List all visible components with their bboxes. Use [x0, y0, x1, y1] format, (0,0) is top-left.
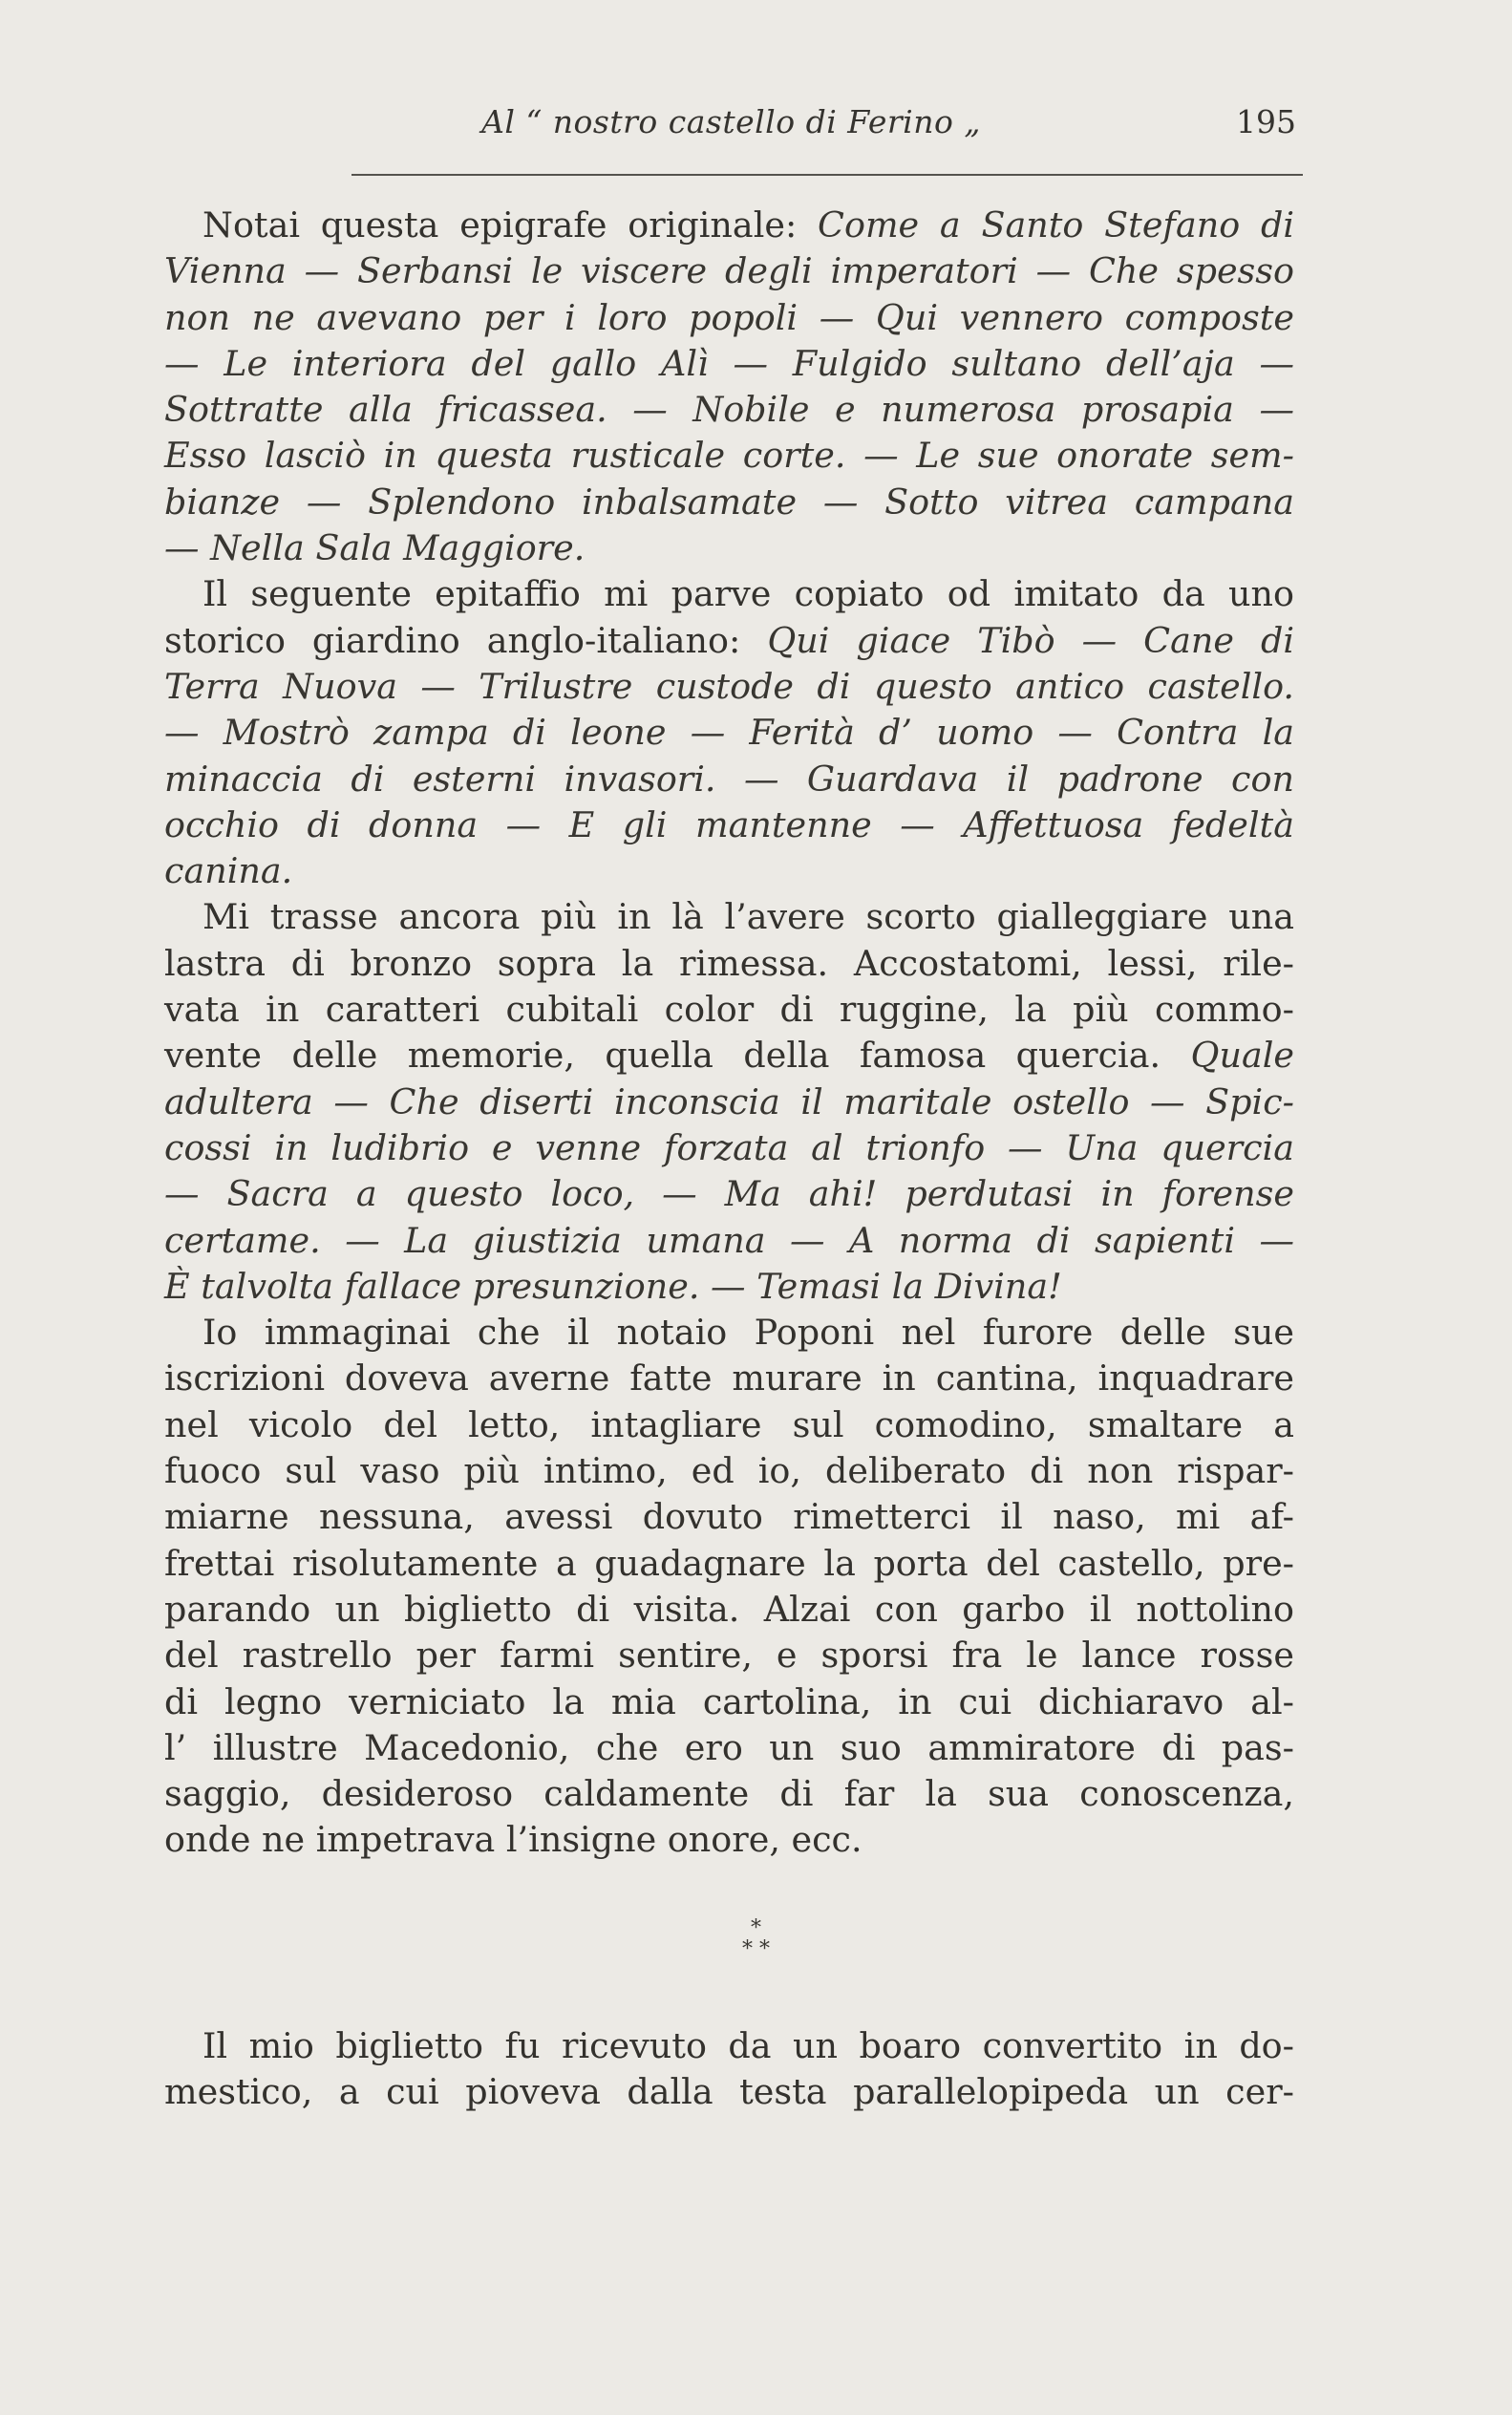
roman-text: Io immaginai che il notaio Poponi nel furore delle sue [202, 1312, 1294, 1354]
italic-text: — Mostrò zampa di leone — Ferità d’ uomo — Contra la [164, 712, 1294, 754]
text-line [164, 525, 1294, 571]
text-line [164, 2069, 1294, 2115]
text-line [164, 1125, 1294, 1171]
italic-text: — Sacra a questo loco, — Ma ahi! perdutasi in forense [164, 1173, 1294, 1215]
roman-text: Il mio biglietto fu ricevuto da un boaro convertito in do- [202, 2025, 1294, 2066]
running-head [166, 103, 1296, 145]
text-line [164, 480, 1294, 525]
text-line [164, 848, 1294, 894]
text-line [164, 1356, 1294, 1401]
asterism-bottom-stars: * * [742, 1937, 770, 1961]
body-text-continued [164, 2023, 1294, 2116]
text-line [164, 203, 1294, 248]
roman-text: mestico, a cui pioveva dalla testa parallelopipeda un cer- [164, 2071, 1294, 2113]
text-line [164, 1725, 1294, 1771]
italic-text: cossi in ludibrio e venne forzata al trionfo — Una quercia [164, 1126, 1294, 1168]
italic-text: Sottratte alla fricassea. — Nobile e numerosa prosapia — [164, 389, 1294, 431]
italic-text: minaccia di esterni invasori. — Guardava il padrone con [164, 758, 1294, 800]
text-line [164, 1587, 1294, 1633]
roman-text: onde ne impetrava l’insigne onore, ecc. [164, 1819, 862, 1861]
italic-text: bianze — Splendono inbalsamate — Sotto vitrea campana [164, 481, 1294, 523]
italic-text: Esso lasciò in questa rusticale corte. — Le sue onorate sem- [164, 435, 1294, 477]
roman-text: del rastrello per farmi sentire, e sporsi fra le lance rosse [164, 1635, 1294, 1677]
italic-text: Come a Santo Stefano di [818, 204, 1294, 246]
roman-text: lastra di bronzo sopra la rimessa. Accostatomi, lessi, rile- [164, 942, 1294, 984]
text-line [164, 2023, 1294, 2069]
italic-text: occhio di donna — E gli mantenne — Affettuosa fedeltà [164, 803, 1294, 845]
text-line [164, 1817, 1294, 1863]
italic-text: — Le interiora del gallo Alì — Fulgido sultano dell’aja — [164, 342, 1294, 384]
roman-text: miarne nessuna, avessi dovuto rimetterci il naso, mi af- [164, 1496, 1294, 1538]
italic-text: È talvolta fallace presunzione. — Temasi la Divina! [164, 1265, 1062, 1307]
asterism-top-star: * [751, 1916, 761, 1940]
roman-text: vente delle memorie, quella della famosa quercia. [164, 1035, 1191, 1077]
text-line [164, 295, 1294, 341]
roman-text: saggio, desideroso caldamente di far la sua conoscenza, [164, 1773, 1294, 1815]
roman-text: fuoco sul vaso più intimo, ed io, deliberato di non rispar- [164, 1450, 1294, 1492]
text-line [164, 802, 1294, 848]
italic-text: Terra Nuova — Trilustre custode di questo antico castello. [164, 665, 1294, 707]
text-line [164, 387, 1294, 433]
text-line [164, 1079, 1294, 1125]
text-line [164, 1679, 1294, 1725]
text-line [164, 941, 1294, 987]
text-line [164, 1494, 1294, 1540]
roman-text: Mi trasse ancora più in là l’avere scorto gialleggiare una [202, 896, 1294, 938]
text-line [164, 710, 1294, 756]
text-line [164, 341, 1294, 387]
italic-text: adultera — Che diserti inconscia il maritale ostello — Spic- [164, 1080, 1294, 1122]
text-line [164, 248, 1294, 294]
text-line [164, 1448, 1294, 1494]
roman-text: Il seguente epitaffio mi parve copiato od imitato da uno [202, 573, 1294, 615]
text-line [164, 664, 1294, 710]
italic-text: certame. — La giustizia umana — A norma di sapienti — [164, 1219, 1294, 1261]
italic-text: Quale [1190, 1035, 1294, 1077]
page-number: 195 [1236, 103, 1296, 140]
roman-text: di legno verniciato la mia cartolina, in cui dichiaravo al- [164, 1680, 1294, 1722]
text-line [164, 1264, 1294, 1310]
text-line [164, 987, 1294, 1033]
roman-text: Notai questa epigrafe originale: [202, 204, 819, 246]
body-text [164, 203, 1294, 1864]
roman-text: parando un biglietto di visita. Alzai con garbo il nottolino [164, 1588, 1294, 1630]
italic-text: Vienna — Serbansi le viscere degli imperatori — Che spesso [164, 250, 1294, 292]
section-asterism [0, 1918, 1512, 1960]
text-line [164, 894, 1294, 940]
roman-text: vata in caratteri cubitali color di ruggine, la più commo- [164, 989, 1294, 1031]
text-line [164, 1310, 1294, 1356]
running-title: Al “ nostro castello di Ferino „ [481, 103, 981, 140]
roman-text: frettai risolutamente a guadagnare la porta del castello, pre- [164, 1542, 1294, 1584]
text-line [164, 1218, 1294, 1264]
italic-text: canina. [164, 850, 293, 892]
text-line [164, 1402, 1294, 1448]
header-rule [351, 174, 1303, 176]
text-line [164, 757, 1294, 802]
text-line [164, 618, 1294, 664]
text-line [164, 1033, 1294, 1079]
roman-text: storico giardino anglo-italiano: [164, 619, 768, 661]
text-line [164, 1633, 1294, 1678]
italic-text: Qui giace Tibò — Cane di [767, 619, 1294, 661]
roman-text: iscrizioni doveva averne fatte murare in cantina, inquadrare [164, 1357, 1294, 1400]
text-line [164, 571, 1294, 617]
text-line [164, 1541, 1294, 1587]
italic-text: — Nella Sala Maggiore. [164, 527, 586, 569]
text-line [164, 1171, 1294, 1217]
roman-text: nel vicolo del letto, intagliare sul comodino, smaltare a [164, 1403, 1294, 1445]
roman-text: l’ illustre Macedonio, che ero un suo ammiratore di pas- [164, 1726, 1294, 1768]
italic-text: non ne avevano per i loro popoli — Qui vennero composte [164, 296, 1294, 338]
text-line [164, 1771, 1294, 1817]
text-line [164, 433, 1294, 479]
